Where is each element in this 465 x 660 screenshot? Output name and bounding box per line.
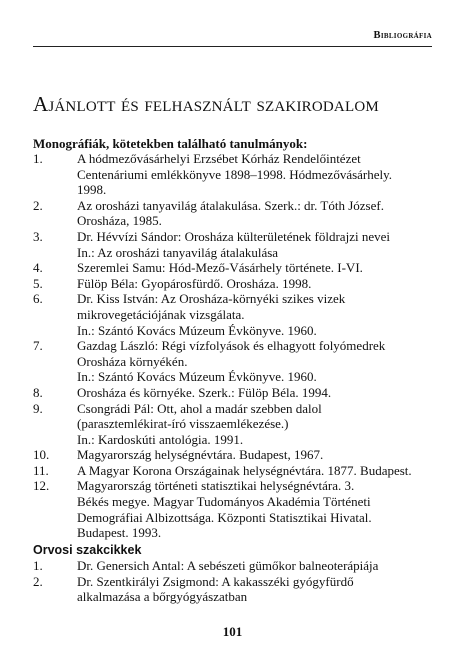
- reference-number: 2.: [33, 573, 43, 589]
- reference-line: Dr. Szentkirályi Zsigmond: A kakasszéki gyógyfürdő: [77, 573, 354, 589]
- monographs-list: [33, 151, 441, 541]
- reference-item: [33, 385, 441, 401]
- reference-text: [77, 401, 441, 448]
- reference-line: 1998.: [77, 182, 107, 198]
- reference-number: 1.: [33, 151, 43, 166]
- reference-line: Fülöp Béla: Gyopárosfürdő. Orosháza. 1998.: [77, 275, 312, 291]
- reference-text: [77, 229, 441, 260]
- reference-text: [77, 385, 441, 401]
- reference-line: Csongrádi Pál: Ott, ahol a madár szebben dalol: [77, 400, 322, 416]
- reference-item: [33, 558, 441, 574]
- reference-text: [77, 478, 441, 540]
- reference-text: [77, 447, 441, 463]
- reference-item: [33, 574, 441, 605]
- reference-line: alkalmazása a bőrgyógyászatban: [77, 589, 248, 605]
- section-title: Ajánlott és felhasznált szakirodalom: [33, 92, 379, 116]
- reference-line: In.: Az orosházi tanyavilág átalakulása: [77, 244, 279, 260]
- reference-line: In.: Kardoskúti antológia. 1991.: [77, 431, 244, 447]
- reference-line: Szeremlei Samu: Hód-Mező-Vásárhely története. I-VI.: [77, 260, 363, 276]
- reference-number: 12.: [33, 478, 50, 494]
- reference-line: Békés megye. Magyar Tudományos Akadémia Történeti: [77, 494, 371, 510]
- reference-line: In.: Szántó Kovács Múzeum Évkönyve. 1960.: [77, 322, 317, 338]
- reference-number: 10.: [33, 447, 50, 463]
- reference-line: Budapest. 1993.: [77, 525, 162, 541]
- reference-line: Orosháza és környéke. Szerk.: Fülöp Béla. 1994.: [77, 384, 332, 400]
- reference-item: [33, 463, 441, 479]
- monographs-heading: Monográfiák, kötetekben található tanulmányok:: [33, 136, 308, 151]
- reference-line: Centenáriumi emlékkönyve 1898–1998. Hódmezővásárhely.: [77, 166, 393, 182]
- reference-text: [77, 463, 441, 479]
- reference-text: [77, 338, 441, 385]
- reference-number: 4.: [33, 260, 43, 276]
- medical-articles-heading: Orvosi szakcikkek: [33, 543, 142, 557]
- reference-number: 11.: [33, 462, 49, 478]
- reference-number: 5.: [33, 275, 43, 291]
- reference-item: [33, 198, 441, 229]
- medical-articles-list: [33, 558, 441, 605]
- reference-number: 7.: [33, 338, 43, 354]
- reference-item: [33, 291, 441, 338]
- reference-number: 9.: [33, 400, 43, 416]
- reference-item: [33, 229, 441, 260]
- running-head: [33, 28, 432, 47]
- reference-item: [33, 338, 441, 385]
- reference-item: [33, 447, 441, 463]
- reference-line: Az orosházi tanyavilág átalakulása. Szerk.: dr. Tóth József.: [77, 197, 384, 213]
- reference-item: [33, 478, 441, 540]
- reference-text: [77, 198, 441, 229]
- reference-item: [33, 401, 441, 448]
- reference-line: Magyarország helységnévtára. Budapest, 1967.: [77, 447, 324, 463]
- reference-line: In.: Szántó Kovács Múzeum Évkönyve. 1960.: [77, 369, 317, 385]
- reference-number: 8.: [33, 384, 43, 400]
- reference-line: Demográfiai Albizottsága. Központi Statisztikai Hivatal.: [77, 509, 372, 525]
- reference-number: 3.: [33, 228, 43, 244]
- reference-text: [77, 276, 441, 292]
- reference-line: A Magyar Korona Országainak helységnévtára. 1877. Budapest.: [77, 462, 412, 478]
- reference-line: A hódmezővásárhelyi Erzsébet Kórház Rendelőintézet: [77, 151, 361, 166]
- reference-line: (parasztemlékirat-író visszaemlékezése.): [77, 416, 289, 432]
- reference-line: Gazdag László: Régi vízfolyások és elhagyott folyómedrek: [77, 338, 386, 354]
- page-number: 101: [222, 624, 243, 639]
- reference-number: 6.: [33, 291, 43, 307]
- reference-text: [77, 574, 441, 605]
- reference-number: 2.: [33, 197, 43, 213]
- reference-text: [77, 260, 441, 276]
- running-head-title: Bibliográfia: [373, 30, 432, 41]
- reference-item: [33, 151, 441, 198]
- reference-line: Orosháza környékén.: [77, 353, 188, 369]
- reference-line: mikrovegetációjának vizsgálata.: [77, 306, 245, 322]
- reference-line: Orosháza, 1985.: [77, 213, 162, 229]
- reference-line: Dr. Kiss István: Az Orosháza-környéki szikes vizek: [77, 291, 346, 307]
- reference-line: Dr. Hévvízi Sándor: Orosháza külterületének földrajzi nevei: [77, 228, 390, 244]
- reference-item: [33, 276, 441, 292]
- reference-line: Magyarország történeti statisztikai helységnévtára. 3.: [77, 478, 355, 494]
- reference-text: [77, 558, 441, 574]
- reference-item: [33, 260, 441, 276]
- reference-number: 1.: [33, 558, 43, 573]
- reference-line: Dr. Genersich Antal: A sebészeti gümőkor balneoterápiája: [77, 558, 379, 573]
- reference-text: [77, 151, 441, 198]
- reference-text: [77, 291, 441, 338]
